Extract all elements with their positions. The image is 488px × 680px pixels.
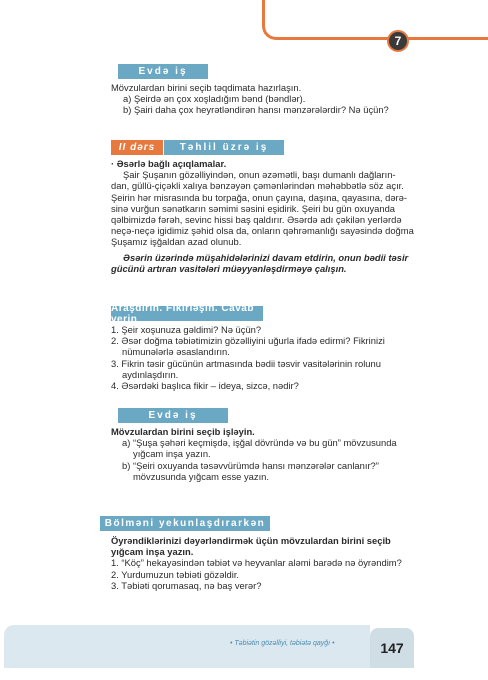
lesson-body [111, 158, 419, 274]
top-border-shape [262, 0, 488, 40]
unit-number-badge: 7 [387, 30, 409, 52]
research-label: Araşdırın. Fikirləşin. Cavab verin [111, 306, 263, 321]
homework2-section [111, 426, 419, 482]
homework2-item-b: b) “Şeiri oxuyanda təsəvvürümdə hansı mənzərələr canlanır?” mövzusunda yığcam esse yazın. [122, 459, 379, 482]
homework1-item-b: b) Şairi daha çox heyrətləndirən hansı mənzərələrdir? Nə üçün? [123, 104, 389, 116]
homework1-label: Evdə iş [118, 64, 208, 79]
summary-item: 3. Təbiəti qorumasaq, nə baş verər? [111, 579, 262, 591]
lesson-paragraph-line: dan, güllü-çiçəkli xalıya bənzəyən çəmənlərindən məhəbbətlə söz açır. [111, 180, 404, 192]
lesson-paragraph-line: Şeirin hər misrasında bu torpağa, onun çayına, daşına, qayasına, dərə- [111, 191, 408, 203]
lesson-paragraph-line: neçə-neçə igidimiz şəhid olsa da, onların qəhrəmanlığı sayəsində doğma [111, 225, 414, 237]
lesson-title-label: Təhlil üzrə iş [164, 140, 284, 155]
lesson-number-label: II dərs [111, 140, 163, 155]
summary-item: 1. “Köç” hekayəsindən təbiət və heyvanlar aləmi barədə nə öyrəndim? [111, 557, 402, 569]
lesson-paragraph-line: Şuşamız işğaldan azad olunub. [111, 236, 242, 248]
lesson-paragraph-line: sinə vurğun sənətkarın səmimi səsini eşidirik. Şeiri bu gün oxuyanda [111, 202, 395, 214]
research-item: 3. Fikrin təsir gücünün artmasında bədii təsvir vasitələrinin rolunu aydınlaşdırın. [111, 357, 381, 380]
summary-label: Bölməni yekunlaşdırarkən [100, 516, 270, 531]
lesson-paragraph-line: qəlbimizdə fərəh, sevinc hissi baş qaldırır. Əsərdə adı çəkilən yerlərdə [111, 214, 402, 226]
page-number: 147 [370, 628, 414, 668]
lesson-paragraph-line: Şair Şuşanın gözəlliyindən, onun əzəmətli, başı dumanlı dağların- [123, 169, 396, 181]
homework2-item-a: a) “Şuşa şəhəri keçmişdə, işğal dövründə və bu gün” mövzusunda yığcam inşa yazın. [122, 437, 397, 460]
summary-item: 2. Yurdumuzun təbiəti gözəldir. [111, 568, 240, 580]
lesson-emphasis-line: Əsərin üzərində müşahidələrinizi davam etdirin, onun bədii təsir [123, 251, 409, 263]
summary-section [111, 535, 419, 591]
homework1-item-a: a) Şeirdə ən çox xoşladığım bənd (bəndlər). [123, 93, 306, 105]
lesson-emphasis-line: gücünü artıran vasitələri müəyyənləşdirməyə çalışın. [111, 262, 347, 274]
research-item: 1. Şeir xoşunuza gəldimi? Nə üçün? [111, 324, 262, 335]
homework1-section [111, 82, 419, 116]
research-item: 2. Əsər doğma təbiətimizin gözəlliyini uğurla ifadə edirmi? Fikrinizi nümunələrlə əsaslandırın. [111, 335, 385, 358]
summary-intro: Öyrəndiklərinizi dəyərləndirmək üçün mövzulardan birini seçib yığcam inşa yazın. [111, 535, 391, 558]
homework2-intro: Mövzulardan birini seçib işləyin. [111, 426, 255, 437]
homework2-label: Evdə iş [118, 408, 228, 423]
research-item: 4. Əsərdəki başlıca fikir – ideya, sizcə, nədir? [111, 380, 299, 392]
homework1-intro: Mövzulardan birini seçib təqdimata hazırlaşın. [111, 82, 302, 93]
research-section [111, 324, 419, 391]
footer-text: • Təbiətin gözəlliyi, təbiətə qayğı • [230, 640, 335, 647]
lesson-sub-heading: · Əsərlə bağlı açıqlamalar. [111, 158, 227, 169]
